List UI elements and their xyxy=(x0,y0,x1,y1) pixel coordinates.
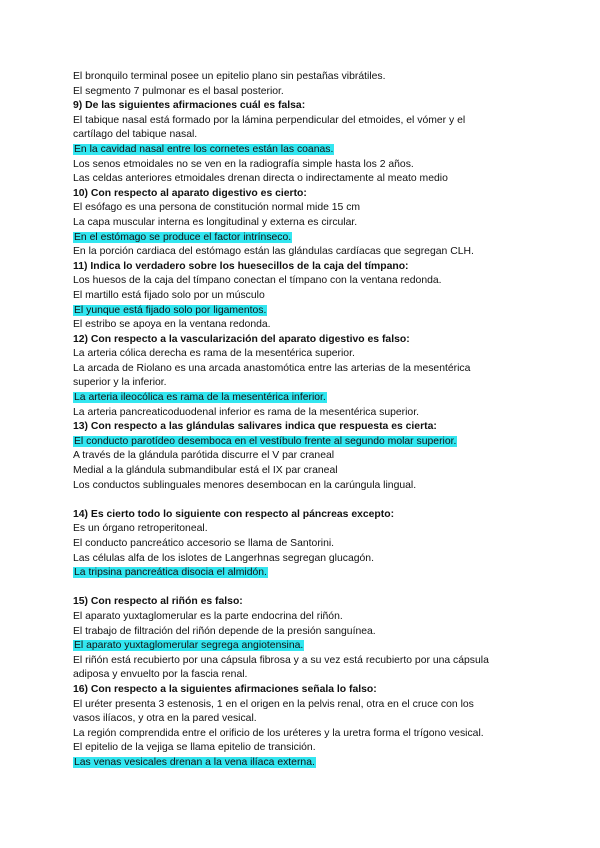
option-text: Las venas vesicales drenan a la vena ilíaca externa. xyxy=(74,756,315,768)
answer-option xyxy=(73,128,540,143)
option-text: La región comprendida entre el orificio de los uréteres y la uretra forma el trígono vesical. xyxy=(73,727,484,739)
option-text: El aparato yuxtaglomerular es la parte endocrina del riñón. xyxy=(73,610,343,622)
option-text: El uréter presenta 3 estenosis, 1 en el origen en la pelvis renal, otra en el cruce con los xyxy=(73,698,474,710)
option-text: cartílago del tabique nasal. xyxy=(73,129,198,141)
answer-option xyxy=(73,449,540,464)
answer-option xyxy=(73,464,540,479)
option-text: El yunque está fijado solo por ligamentos. xyxy=(74,304,267,316)
option-text: La arcada de Riolano es una arcada anastomótica entre las arterias de la mesentérica xyxy=(73,362,471,374)
answer-option-correct xyxy=(73,231,540,246)
answer-option xyxy=(73,610,540,625)
answer-option xyxy=(73,698,540,713)
blank-line xyxy=(73,493,540,508)
answer-option-correct xyxy=(73,639,540,654)
option-text: A través de la glándula parótida discurre el V par craneal xyxy=(73,450,335,462)
option-text: Es un órgano retroperitoneal. xyxy=(73,523,208,535)
option-text: Las celdas anteriores etmoidales drenan directa o indirectamente al meato medio xyxy=(73,173,448,185)
question-title: 13) Con respecto a las glándulas salivares indica que respuesta es cierta: xyxy=(73,421,437,433)
text-line-content: El segmento 7 pulmonar es el basal posterior. xyxy=(73,85,284,97)
option-text: El aparato yuxtaglomerular segrega angiotensina. xyxy=(74,640,304,652)
answer-option xyxy=(73,625,540,640)
option-text: La arteria ileocólica es rama de la mesentérica inferior. xyxy=(74,392,326,404)
answer-option xyxy=(73,552,540,567)
answer-option xyxy=(73,289,540,304)
option-text: El tabique nasal está formado por la lámina perpendicular del etmoides, el vómer y el xyxy=(73,114,466,126)
option-text: Los huesos de la caja del tímpano conectan el tímpano con la ventana redonda. xyxy=(73,275,442,287)
text-line xyxy=(73,85,540,100)
answer-option-correct xyxy=(73,304,540,319)
option-text: La arteria cólica derecha es rama de la mesentérica superior. xyxy=(73,348,355,360)
option-text: El trabajo de filtración del riñón depende de la presión sanguínea. xyxy=(73,625,376,637)
question-title: 9) De las siguientes afirmaciones cuál es falsa: xyxy=(73,100,306,112)
option-text: Los conductos sublinguales menores desembocan en la carúngula lingual. xyxy=(73,479,417,491)
answer-option xyxy=(73,201,540,216)
option-text: En la cavidad nasal entre los cornetes están las coanas. xyxy=(74,143,334,155)
question-title: 15) Con respecto al riñón es falso: xyxy=(73,596,243,608)
answer-option xyxy=(73,158,540,173)
option-text: Medial a la glándula submandibular está el IX par craneal xyxy=(73,465,338,477)
option-text: En el estómago se produce el factor intrínseco. xyxy=(74,231,292,243)
question-title: 10) Con respecto al aparato digestivo es cierto: xyxy=(73,187,307,199)
answer-option xyxy=(73,318,540,333)
answer-option xyxy=(73,712,540,727)
answer-option-correct xyxy=(73,566,540,581)
question-title: 12) Con respecto a la vascularización del aparato digestivo es falso: xyxy=(73,333,410,345)
answer-option xyxy=(73,362,540,377)
question-title: 11) Indica lo verdadero sobre los huesecillos de la caja del tímpano: xyxy=(73,260,409,272)
question-title: 16) Con respecto a la siguientes afirmaciones señala lo falso: xyxy=(73,683,377,695)
answer-option xyxy=(73,537,540,552)
answer-option xyxy=(73,727,540,742)
option-text: En la porción cardiaca del estómago están las glándulas cardíacas que segregan CLH. xyxy=(73,246,474,258)
answer-option-correct xyxy=(73,435,540,450)
option-text: superior y la inferior. xyxy=(73,377,167,389)
answer-option xyxy=(73,741,540,756)
text-line-content: El bronquilo terminal posee un epitelio plano sin pestañas vibrátiles. xyxy=(73,71,386,82)
answer-option xyxy=(73,668,540,683)
blank-line xyxy=(73,581,540,596)
option-text: La arteria pancreaticoduodenal inferior es rama de la mesentérica superior. xyxy=(73,406,419,418)
answer-option xyxy=(73,114,540,129)
answer-option xyxy=(73,522,540,537)
answer-option-correct xyxy=(73,143,540,158)
answer-option xyxy=(73,479,540,494)
option-text: vasos ilíacos, y otra en la pared vesical. xyxy=(73,713,257,725)
answer-option xyxy=(73,376,540,391)
option-text: El conducto pancreático accesorio se llama de Santorini. xyxy=(73,538,335,549)
option-text: El riñón está recubierto por una cápsula fibrosa y a su vez está recubierto por una cápsula xyxy=(73,654,489,666)
text-line xyxy=(73,70,540,85)
option-text: La tripsina pancreática disocia el almidón. xyxy=(74,567,267,579)
option-text: Los senos etmoidales no se ven en la radiografía simple hasta los 2 años. xyxy=(73,158,414,170)
answer-option xyxy=(73,654,540,669)
answer-option xyxy=(73,245,540,260)
option-text: La capa muscular interna es longitudinal y externa es circular. xyxy=(73,216,358,228)
answer-option xyxy=(73,274,540,289)
answer-option xyxy=(73,347,540,362)
answer-option xyxy=(73,216,540,231)
option-text: adiposa y envuelto por la fascia renal. xyxy=(73,669,248,681)
answer-option xyxy=(73,406,540,421)
answer-option-correct xyxy=(73,756,540,771)
option-text: El epitelio de la vejiga se llama epitelio de transición. xyxy=(73,742,316,754)
option-text: El martillo está fijado solo por un músculo xyxy=(73,289,265,301)
option-text: El conducto parotídeo desemboca en el vestíbulo frente al segundo molar superior. xyxy=(74,435,457,447)
answer-option-correct xyxy=(73,391,540,406)
option-text: El esófago es una persona de constitución normal mide 15 cm xyxy=(73,202,361,214)
answer-option xyxy=(73,172,540,187)
option-text: El estribo se apoya en la ventana redonda. xyxy=(73,319,271,331)
option-text: Las células alfa de los islotes de Langerhnas segregan glucagón. xyxy=(73,552,374,564)
question-title: 14) Es cierto todo lo siguiente con respecto al páncreas excepto: xyxy=(73,508,395,520)
